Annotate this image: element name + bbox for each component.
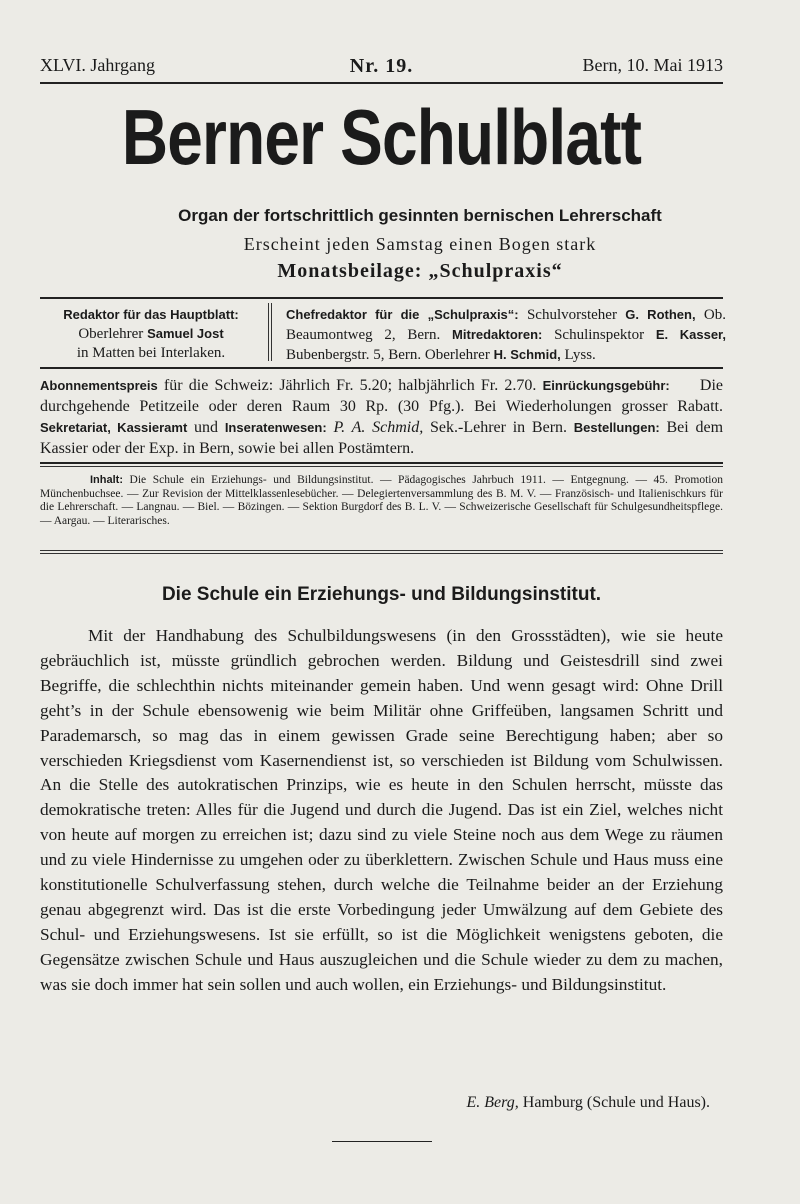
subtitle-supplement: Monatsbeilage: „Schulpraxis“ bbox=[277, 260, 563, 282]
author-source: Hamburg (Schule und Haus). bbox=[518, 1094, 710, 1111]
insertion-fee-text: Die durchgehende Petitzeile oder deren Raum 30 Rp. (30 Pfg.). Bei Wiederholungen grosser Rabatt. bbox=[40, 377, 724, 415]
co-editor-address: Bubenbergstr. 5, Bern. Oberlehrer bbox=[286, 347, 494, 363]
contents-text: Die Schule ein Erziehungs- und Bildungsinstitut. — Pädagogisches Jahrbuch 1911. — Entgegnung. — 45. Promotion Münchenbuchsee. — Zur Revision der Mittelklassenlesebücher. — Delegiertenversammlung des B. M. V. — Französisch- und Italienischkurs für die Lehrerschaft. — Langnau. — Biel. — Bözingen. — Sektion Burgdorf des B. L. V. — Schweizerische Gesellschaft für Schulgesundheitspflege. — Aargau. — Literarisches. bbox=[40, 474, 723, 527]
co-editors-label: Mitredaktoren: bbox=[452, 327, 543, 342]
chief-editor-name: G. Rothen, bbox=[625, 307, 696, 322]
main-editor-address: in Matten bei Interlaken. bbox=[76, 345, 226, 361]
divider bbox=[40, 550, 723, 551]
contents-label: Inhalt: bbox=[90, 474, 123, 486]
chief-editor-address: Ob. Beaumontweg 2, Bern. bbox=[286, 307, 727, 343]
main-editor-name: Samuel Jost bbox=[147, 326, 224, 341]
co-editor-place: Lyss. bbox=[560, 347, 596, 363]
main-editor-block bbox=[40, 305, 262, 363]
chief-editor-label: Chefredaktor für die „Schulpraxis“: bbox=[286, 307, 519, 322]
co-editor-name-2: H. Schmid, bbox=[493, 347, 561, 362]
divider bbox=[40, 466, 723, 467]
secretariat-and: und bbox=[187, 419, 225, 436]
orders-label: Bestellungen: bbox=[573, 420, 660, 435]
secretariat-label: Sekretariat, Kassieramt bbox=[40, 420, 188, 435]
treasurer-address: Sek.-Lehrer in Bern. bbox=[423, 419, 574, 436]
insertion-fee-label: Einrückungsgebühr: bbox=[542, 378, 670, 393]
divider bbox=[40, 82, 723, 84]
subtitle-frequency: Erscheint jeden Samstag einen Bogen stark bbox=[243, 234, 597, 254]
author-name: E. Berg, bbox=[466, 1094, 519, 1111]
chief-editor-title: Schulvorsteher bbox=[518, 307, 626, 323]
divider bbox=[40, 462, 723, 464]
issue-number: Nr. 19. bbox=[349, 55, 414, 77]
co-editor-name-1: E. Kasser, bbox=[655, 327, 726, 342]
main-editor-line bbox=[40, 324, 262, 344]
ads-label: Inseratenwesen: bbox=[224, 420, 327, 435]
volume-label: XLVI. Jahrgang bbox=[40, 55, 155, 75]
issue-header bbox=[40, 55, 723, 85]
co-editor-title: Schulinspektor bbox=[542, 327, 645, 343]
subscription-label: Abonnementspreis bbox=[40, 378, 158, 393]
place-date: Bern, 10. Mai 1913 bbox=[582, 55, 723, 75]
supplement-editor-block bbox=[286, 305, 726, 365]
column-separator bbox=[268, 303, 272, 361]
divider bbox=[40, 297, 723, 299]
masthead-title: Berner Schulblatt bbox=[121, 93, 642, 181]
main-editor-label: Redaktor für das Hauptblatt: bbox=[63, 307, 239, 322]
article-author bbox=[466, 1094, 710, 1112]
subscription-info bbox=[40, 375, 723, 459]
subscription-price: für die Schweiz: Jährlich Fr. 5.20; halbjährlich Fr. 2.70. bbox=[157, 377, 543, 394]
orders-text: Bei dem Kassier oder der Exp. in Bern, sowie bei allen Postämtern. bbox=[40, 419, 724, 457]
article-body bbox=[40, 624, 723, 998]
table-of-contents bbox=[40, 474, 723, 528]
subtitle-organ: Organ der fortschrittlich gesinnten bernischen Lehrerschaft bbox=[178, 206, 662, 225]
article-title: Die Schule ein Erziehungs- und Bildungsinstitut. bbox=[161, 584, 602, 605]
divider bbox=[40, 553, 723, 554]
divider bbox=[40, 367, 723, 369]
main-editor-title: Oberlehrer bbox=[78, 326, 148, 342]
treasurer-name: P. A. Schmid, bbox=[326, 419, 424, 436]
article-paragraph: Mit der Handhabung des Schulbildungswesens (in den Grossstädten), wie sie heute gebräuchlich ist, müsste gründlich gebrochen werden. Bildung und Geistesdrill sind zwei Begriffe, die schlechthin nichts miteinander gemein haben. Und wenn gesagt wird: Ohne Drill geht’s in der Schule ebensowenig wie beim Militär ohne Griffeüben, langsamen Schritt und Parademarsch, so mag das in einem gewissen Grade seine Berechtigung haben; aber so verschieden Kriegsdienst vom Kasernendienst ist, so verschieden ist Bildung vom Schulwissen. An die Stelle des autokratischen Prinzips, wie es heute in den Schulen herrscht, müsste das demokratische treten: Alles für die Jugend und durch die Jugend. Das ist ein Ziel, welches nicht von heute auf morgen zu erreichen ist; dazu sind zu viele Steine noch aus dem Wege zu räumen und zu viele Hindernisse zu umgehen oder zu überklettern. Zwischen Schule und Haus muss eine konstitutionelle Schulverfassung stehen, durch welche die Teilnahme beider an der Erziehung genau abgegrenzt wird. Das ist die erste Vorbedingung jeder Umwälzung auf dem Gebiete des Schul- und Erziehungswesens. Ist sie erfüllt, so ist die Möglichkeit wenigstens geboten, die Gegensätze zwischen Schule und Haus auszugleichen und die Schule wieder zu dem zu machen, was sie doch immer hat sein sollen und auch wollen, ein Erziehungs- und Bildungsinstitut. bbox=[40, 626, 723, 994]
end-rule bbox=[332, 1141, 432, 1142]
